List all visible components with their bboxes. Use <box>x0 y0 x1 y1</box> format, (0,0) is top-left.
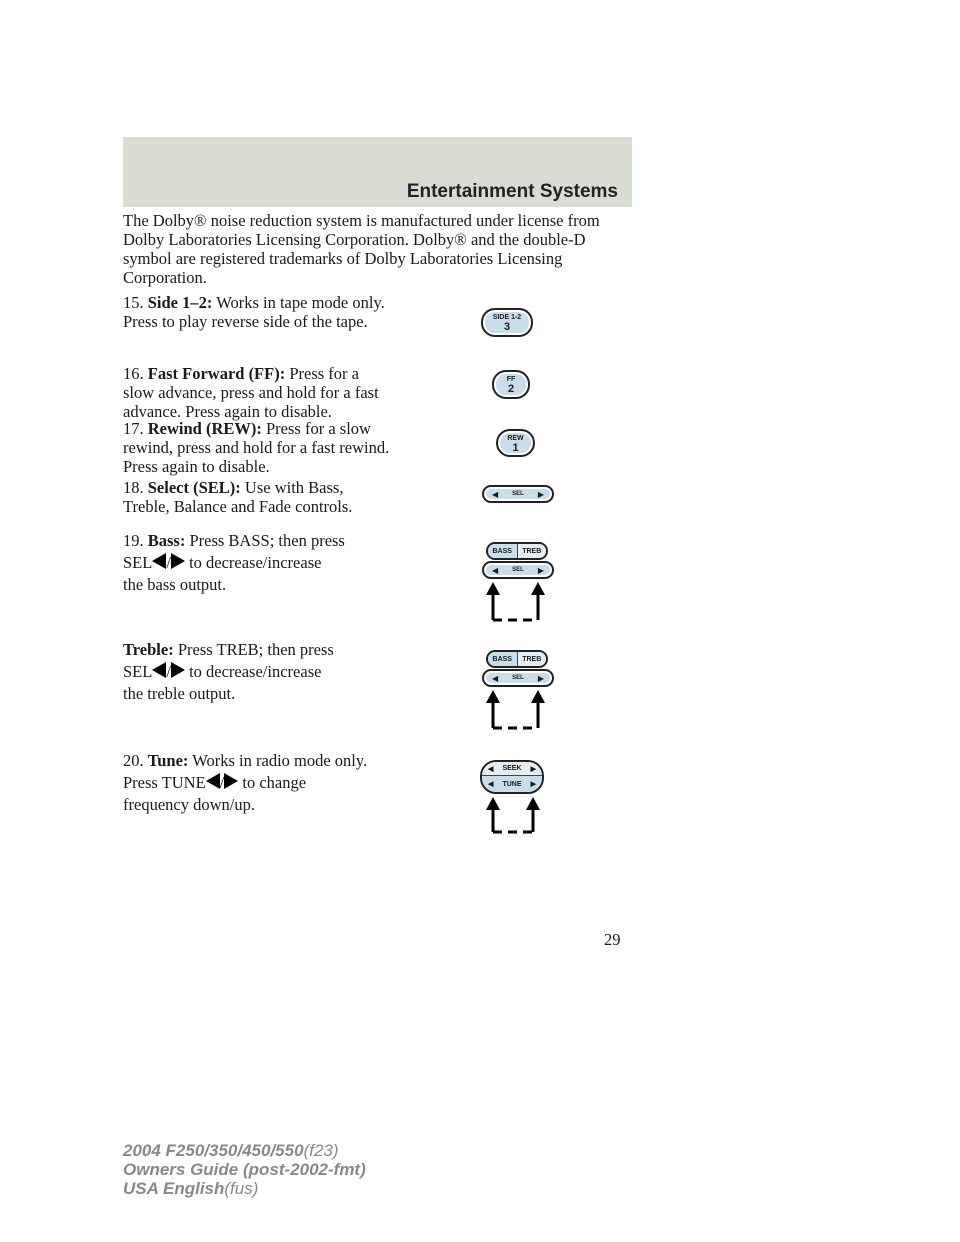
item-title: Bass: <box>147 531 186 550</box>
item-number: 19. <box>123 531 144 550</box>
side-1-2-button-illustration <box>481 308 533 337</box>
item-number: 18. <box>123 478 144 497</box>
sel-left-arrow-icon: ◀ <box>492 565 499 575</box>
slash: / <box>166 553 171 572</box>
document-footer <box>123 1141 366 1198</box>
sel-label: SEL <box>512 567 524 573</box>
item-text: Press TREB; then press <box>177 640 334 659</box>
tune-label: Press TUNE <box>123 773 206 792</box>
treble-pointer-arrows-icon <box>480 688 550 733</box>
item-side-1-2 <box>123 293 393 331</box>
item-number: 17. <box>123 419 144 438</box>
button-number: 3 <box>503 321 511 333</box>
sel-label: SEL <box>512 675 524 681</box>
item-rewind <box>123 419 393 476</box>
tune-row <box>482 776 542 792</box>
item-fast-forward <box>123 364 393 421</box>
sel-button-illustration <box>482 485 554 503</box>
item-text: Works in radio mode only. <box>192 751 368 770</box>
sel-right-arrow-icon: ▶ <box>537 673 544 683</box>
item-title: Fast Forward (FF): <box>147 364 286 383</box>
triangle-left-icon <box>206 773 220 789</box>
item-text: the treble output. <box>123 684 236 703</box>
slash: / <box>166 662 171 681</box>
button-small-label: REW <box>507 435 524 442</box>
item-text: Works in tape mode only. Press to play reverse side of the tape. <box>123 293 385 331</box>
sel-button-illustration <box>482 561 554 579</box>
footer-language: USA English <box>123 1179 225 1198</box>
tune-pointer-arrows-icon <box>480 795 544 837</box>
tune-label: TUNE <box>502 780 522 788</box>
tune-left-arrow-icon: ◀ <box>488 781 494 788</box>
item-text: Use with Bass, Treble, Balance and Fade controls. <box>123 478 353 516</box>
bass-treb-button-illustration <box>486 650 548 668</box>
item-text: to decrease/increase <box>189 553 322 572</box>
item-title: Side 1–2: <box>147 293 213 312</box>
intro-paragraph: The Dolby® noise reduction system is manufactured under license from Dolby Laboratories Licensing Corporation. Dolby® and the double-D symbol are registered trademarks of Dolby Laboratories Licensing Corporation. <box>123 211 600 287</box>
item-tune <box>123 750 393 816</box>
item-title: Tune: <box>147 751 189 770</box>
item-text: Press BASS; then press <box>189 531 345 550</box>
treb-segment: TREB <box>517 544 547 558</box>
section-header-band <box>123 137 632 207</box>
item-title: Treble: <box>123 640 174 659</box>
sel-button-illustration <box>482 669 554 687</box>
section-title: Entertainment Systems <box>406 181 618 202</box>
item-text: frequency down/up. <box>123 795 255 814</box>
footer-guide: Owners Guide (post-2002-fmt) <box>123 1160 366 1179</box>
item-bass <box>123 530 393 596</box>
tune-right-arrow-icon: ▶ <box>530 781 536 788</box>
item-select <box>123 478 393 516</box>
triangle-right-icon <box>224 773 238 789</box>
item-text: to change <box>242 773 307 792</box>
item-text: the bass output. <box>123 575 227 594</box>
item-text: to decrease/increase <box>189 662 322 681</box>
ff-button-illustration <box>492 370 530 399</box>
item-number: 20. <box>123 751 144 770</box>
footer-code: (f23) <box>303 1141 339 1160</box>
item-text: Press for a slow advance, press and hold for a fast advance. Press again to disable. <box>123 364 379 421</box>
item-treble <box>123 639 393 705</box>
seek-left-arrow-icon: ◀ <box>488 765 494 773</box>
bass-segment: BASS <box>488 544 517 558</box>
slash: / <box>219 773 225 792</box>
seek-tune-button-illustration <box>480 760 544 794</box>
sel-label: SEL <box>123 662 153 681</box>
sel-left-arrow-icon: ◀ <box>492 489 499 499</box>
sel-left-arrow-icon: ◀ <box>492 673 499 683</box>
rew-button-illustration <box>496 429 535 457</box>
triangle-right-icon <box>171 553 185 569</box>
sel-label: SEL <box>123 553 153 572</box>
footer-lang-code: (fus) <box>224 1179 259 1198</box>
triangle-left-icon <box>152 662 166 678</box>
bass-pointer-arrows-icon <box>480 580 550 625</box>
button-small-label: SIDE 1-2 <box>492 314 522 321</box>
item-text: Press for a slow rewind, press and hold for a fast rewind. Press again to disable. <box>123 419 390 476</box>
item-number: 15. <box>123 293 144 312</box>
button-small-label: FF <box>506 376 516 383</box>
bass-treb-button-illustration <box>486 542 548 560</box>
item-title: Select (SEL): <box>147 478 241 497</box>
bass-segment: BASS <box>488 652 517 666</box>
item-title: Rewind (REW): <box>147 419 262 438</box>
button-number: 1 <box>512 442 519 454</box>
seek-row <box>482 762 542 776</box>
triangle-right-icon <box>171 662 185 678</box>
sel-right-arrow-icon: ▶ <box>537 565 544 575</box>
treb-segment: TREB <box>517 652 547 666</box>
footer-model: 2004 F250/350/450/550 <box>123 1141 304 1160</box>
page-number: 29 <box>604 930 621 949</box>
item-number: 16. <box>123 364 144 383</box>
sel-label: SEL <box>512 491 524 497</box>
triangle-left-icon <box>152 553 166 569</box>
sel-right-arrow-icon: ▶ <box>537 489 544 499</box>
seek-label: SEEK <box>502 765 522 772</box>
seek-right-arrow-icon: ▶ <box>530 765 536 773</box>
button-number: 2 <box>507 383 515 395</box>
